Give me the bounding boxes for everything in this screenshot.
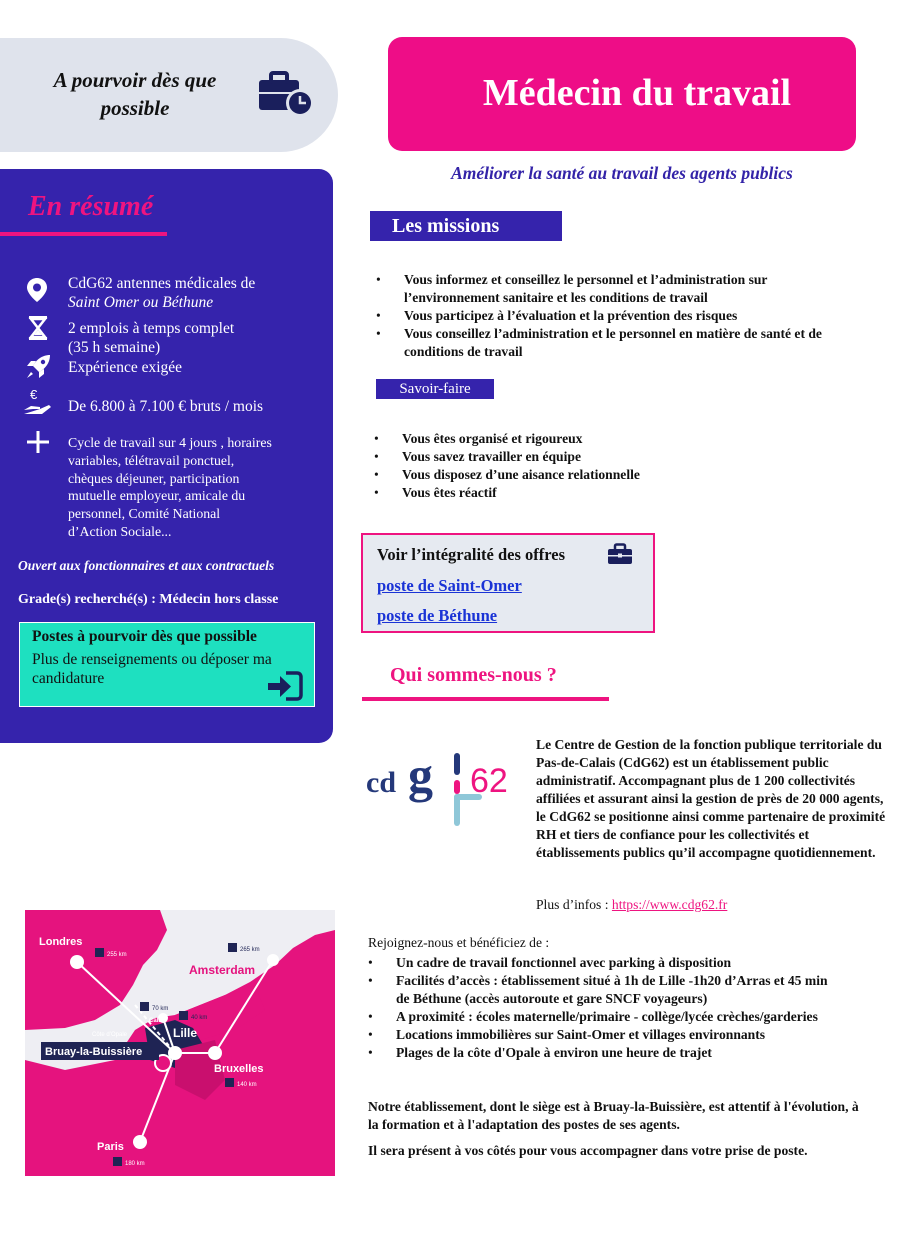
summary-location: CdG62 antennes médicales de Saint Omer ou Béthune [68, 275, 256, 311]
hourglass-icon [28, 315, 48, 341]
missions-list [404, 271, 844, 361]
about-more: Plus d’infos : https://www.cdg62.fr [536, 897, 728, 912]
svg-text:265 km: 265 km [240, 947, 260, 953]
sign-in-icon[interactable] [266, 670, 304, 702]
offer-link-bethune[interactable]: poste de Béthune [377, 606, 498, 625]
svg-text:70 km: 70 km [152, 1006, 169, 1012]
list-item: • Vous êtes réactif [402, 484, 822, 502]
benefits-list [396, 954, 836, 1062]
summary-title: En résumé [28, 191, 154, 222]
list-item: • Vous informez et conseillez le personnel et l’administration sur l’environnement sanitaire et les conditions de travail [404, 271, 844, 307]
closing-paragraph: Notre établissement, dont le siège est à Bruay-la-Buissière, est attentif à l'évolution, à la formation et à l'adaptation des postes de ses agents. [368, 1099, 859, 1132]
offers-title: Voir l’intégralité des offres [377, 545, 566, 564]
list-item: • A proximité : écoles maternelle/primaire - collège/lycée crèches/garderies [396, 1008, 836, 1026]
list-item: • Facilités d’accès : établissement situé à 1h de Lille -1h20 d’Arras et 45 min de Béthune (accès autoroute et gare SNCF voyageurs) [396, 972, 836, 1008]
svg-text:Amsterdam: Amsterdam [189, 963, 256, 977]
summary-benefits: Cycle de travail sur 4 jours , horaires variables, télétravail ponctuel, chèques déjeuner, participation mutuelle employeur, amicale du personnel, Comité National d’Action Sociale... [68, 435, 272, 539]
summary-contract: 2 emplois à temps complet (35 h semaine) [68, 320, 235, 356]
briefcase-icon [606, 542, 634, 566]
list-item: • Vous disposez d’une aisance relationnelle [402, 466, 822, 484]
svg-text:Bruay-la-Buissière: Bruay-la-Buissière [45, 1046, 143, 1058]
about-header: Qui sommes-nous ? [390, 664, 557, 686]
summary-underline [0, 232, 167, 236]
svg-text:€: € [30, 387, 38, 402]
briefcase-clock-icon [256, 68, 316, 120]
svg-text:cd: cd [366, 766, 396, 799]
svg-text:180 km: 180 km [125, 1161, 145, 1167]
open-to-text: Ouvert aux fonctionnaires et aux contractuels [18, 558, 275, 573]
svg-text:cdg62: cdg62 [366, 827, 371, 829]
apply-title: Postes à pourvoir dès que possible [32, 628, 257, 645]
location-map [25, 910, 335, 1176]
list-item: • Locations immobilières sur Saint-Omer et villages environnants [396, 1026, 836, 1044]
svg-text:g: g [408, 750, 433, 803]
svg-text:40 km: 40 km [191, 1015, 208, 1021]
benefits-intro: Rejoignez-nous et bénéficiez de : [368, 935, 550, 950]
missions-header: Les missions [370, 211, 562, 241]
job-title: Médecin du travail [482, 72, 792, 114]
list-item: • Vous conseillez l’administration et le personnel en matière de santé et de conditions de travail [404, 325, 844, 361]
svg-text:Calais: Calais [149, 1018, 167, 1024]
svg-text:255 km: 255 km [107, 952, 127, 958]
svg-text:Lille: Lille [173, 1026, 198, 1040]
offer-link-saint-omer[interactable]: poste de Saint-Omer [377, 576, 522, 595]
about-text: Le Centre de Gestion de la fonction publique territoriale du Pas-de-Calais (CdG62) est un établissement public administratif. Accompagnant plus de 1 200 collectivités affiliées et assurant ainsi la gestion de près de 20 000 agents, le CdG62 se positionne ainsi comme partenaire de proximité RH et tiers de confiance pour les collectivités et établissements publics qu’il accompagne quotidiennement. [536, 737, 886, 860]
summary-salary: De 6.800 à 7.100 € bruts / mois [68, 398, 264, 415]
svg-text:Côte d’Opale: Côte d’Opale [92, 1032, 128, 1038]
list-item: • Plages de la côte d'Opale à environ une heure de trajet [396, 1044, 836, 1062]
list-item: • Vous êtes organisé et rigoureux [402, 430, 822, 448]
svg-text:140 km: 140 km [237, 1082, 257, 1088]
svg-text:Paris: Paris [97, 1141, 124, 1153]
apply-text: Plus de renseignements ou déposer ma candidature [32, 651, 272, 687]
savoir-faire-list [402, 430, 822, 502]
rocket-icon [24, 353, 52, 381]
svg-text:Bruxelles: Bruxelles [214, 1063, 264, 1075]
about-underline [362, 697, 609, 701]
list-item: • Un cadre de travail fonctionnel avec parking à disposition [396, 954, 836, 972]
svg-text:Londres: Londres [39, 936, 83, 948]
tagline: Améliorer la santé au travail des agents publics [451, 163, 793, 183]
summary-experience: Expérience exigée [68, 359, 183, 376]
grade-text: Grade(s) recherché(s) : Médecin hors classe [18, 592, 279, 607]
savoir-faire-header: Savoir-faire [376, 379, 494, 399]
availability-text: A pourvoir dès que possible [53, 68, 217, 120]
euro-hand-icon [22, 386, 54, 418]
svg-text:62: 62 [470, 762, 508, 800]
closing-paragraph: Il sera présent à vos côtés pour vous accompagner dans votre prise de poste. [368, 1143, 808, 1158]
location-pin-icon [26, 277, 48, 303]
plus-icon [26, 430, 50, 454]
website-link[interactable]: https://www.cdg62.fr [611, 897, 728, 912]
cdg62-logo [366, 750, 516, 830]
list-item: • Vous savez travailler en équipe [402, 448, 822, 466]
list-item: • Vous participez à l’évaluation et la prévention des risques [404, 307, 844, 325]
